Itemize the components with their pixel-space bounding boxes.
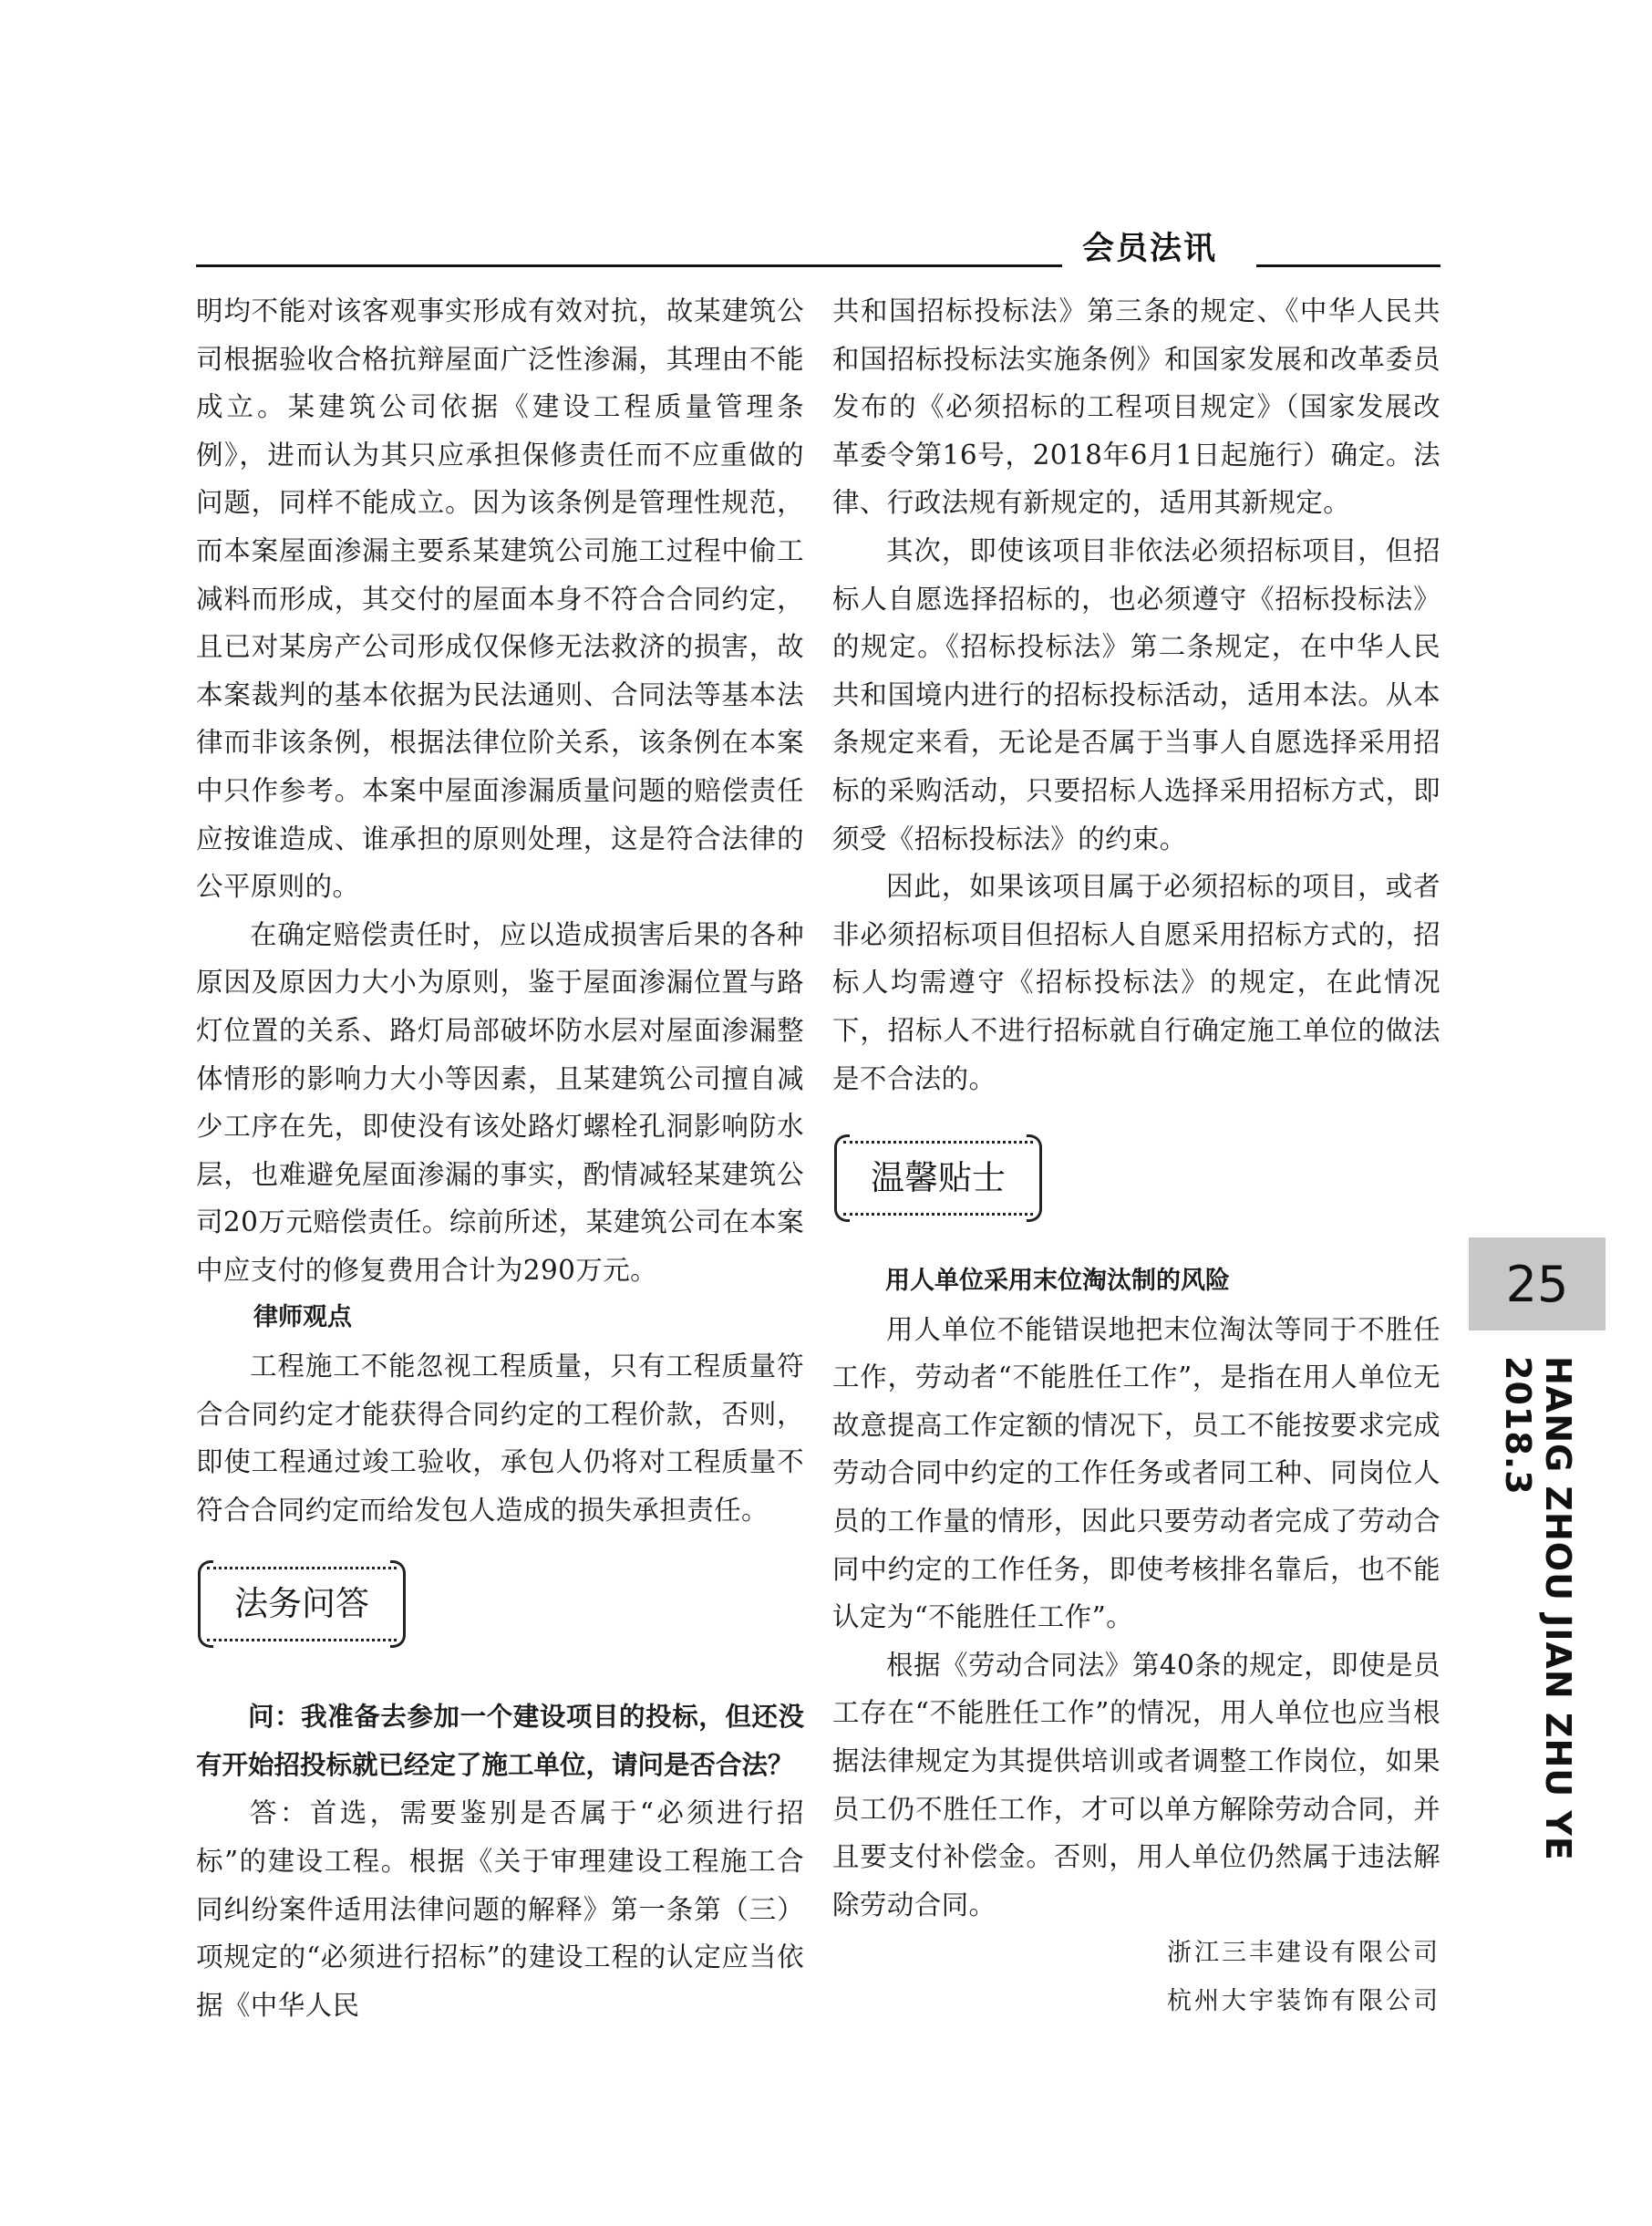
- signature-2: 杭州大宇装饰有限公司: [1167, 1987, 1440, 2016]
- signature-1: 浙江三丰建设有限公司: [1167, 1939, 1440, 1968]
- lawyer-paragraph: 工程施工不能忽视工程质量，只有工程质量符合合同约定才能获得合同约定的工程价款，否则，即使工程通过竣工验收，承包人仍将对工程质量不符合合同约定而给发包人造成的损失承担责任。: [196, 1351, 804, 1526]
- section-title: 会员法讯: [1082, 231, 1218, 267]
- question-text: 问：我准备去参加一个建设项目的投标，但还没有开始招投标就已经定了施工单位，请问是否合法？: [196, 1702, 804, 1781]
- magazine-issue: HANG ZHOU JIAN ZHU YE 2018.3: [1498, 1356, 1578, 1861]
- tips-badge: 温馨贴士: [843, 1141, 1033, 1216]
- header-rule-right: [1256, 264, 1440, 267]
- tips-heading: 用人单位采用末位淘汰制的风险: [885, 1267, 1230, 1296]
- right-paragraph-second: 其次，即使该项目非依法必须招标项目，但招标人自愿选择招标的，也必须遵守《招标投标法》的规定。《招标投标法》第二条规定，在中华人民共和国境内进行的招标投标活动，适用本法。从本条规定来看，无论是否属于当事人自愿选择采用招标的采购活动，只要招标人选择采用招标方式，即须受《招标投标法》的约束。: [832, 534, 1440, 854]
- lawyer-heading: 律师观点: [253, 1303, 352, 1332]
- page-number: 25: [1469, 1237, 1606, 1330]
- answer-paragraph: 答：首选，需要鉴别是否属于“必须进行招标”的建设工程。根据《关于审理建设工程施工合同纠纷案件适用法律问题的解释》第一条第（三）项规定的“必须进行招标”的建设工程的认定应当依据《中华人民: [196, 1797, 804, 2021]
- tips-paragraph-2: 根据《劳动合同法》第40条的规定，即使是员工存在“不能胜任工作”的情况，用人单位也应当根据法律规定为其提供培训或者调整工作岗位，如果员工仍不胜任工作，才可以单方解除劳动合同，并且要支付补偿金。否则，用人单位仍然属于违法解除劳动合同。: [832, 1649, 1440, 1921]
- header-rule-left: [196, 264, 1062, 267]
- tips-paragraph-1: 用人单位不能错误地把末位淘汰等同于不胜任工作，劳动者“不能胜任工作”，是指在用人单位无故意提高工作定额的情况下，员工不能按要求完成劳动合同中约定的工作任务或者同工种、同岗位人员的工作量的情形，因此只要劳动者完成了劳动合同中约定的工作任务，即使考核排名靠后，也不能认定为“不能胜任工作”。: [832, 1313, 1440, 1633]
- left-paragraph-2: 在确定赔偿责任时，应以造成损害后果的各种原因及原因力大小为原则，鉴于屋面渗漏位置与路灯位置的关系、路灯局部破坏防水层对屋面渗漏整体情形的影响力大小等因素，且某建筑公司擅自减少工序在先，即使没有该处路灯螺栓孔洞影响防水层，也难避免屋面渗漏的事实，酌情减轻某建筑公司20万元赔偿责任。综前所述，某建筑公司在本案中应支付的修复费用合计为290万元。: [196, 918, 804, 1286]
- right-column: [832, 287, 1440, 2025]
- left-column: [196, 287, 804, 2029]
- right-paragraph-therefore: 因此，如果该项目属于必须招标的项目，或者非必须招标项目但招标人自愿采用招标方式的，招标人均需遵守《招标投标法》的规定，在此情况下，招标人不进行招标就自行确定施工单位的做法是不合法的。: [832, 871, 1440, 1094]
- qa-badge: 法务问答: [207, 1567, 397, 1641]
- answer-continued: 共和国招标投标法》第三条的规定、《中华人民共和国招标投标法实施条例》和国家发展和改革委员发布的《必须招标的工程项目规定》（国家发展改革委令第16号，2018年6月1日起施行）确定。法律、行政法规有新规定的，适用其新规定。: [832, 295, 1440, 519]
- left-paragraph-1: 明均不能对该客观事实形成有效对抗，故某建筑公司根据验收合格抗辩屋面广泛性渗漏，其理由不能成立。某建筑公司依据《建设工程质量管理条例》，进而认为其只应承担保修责任而不应重做的问题，同样不能成立。因为该条例是管理性规范，而本案屋面渗漏主要系某建筑公司施工过程中偷工减料而形成，其交付的屋面本身不符合合同约定，且已对某房产公司形成仅保修无法救济的损害，故本案裁判的基本依据为民法通则、合同法等基本法律而非该条例，根据法律位阶关系，该条例在本案中只作参考。本案中屋面渗漏质量问题的赔偿责任应按谁造成、谁承担的原则处理，这是符合法律的公平原则的。: [196, 295, 804, 903]
